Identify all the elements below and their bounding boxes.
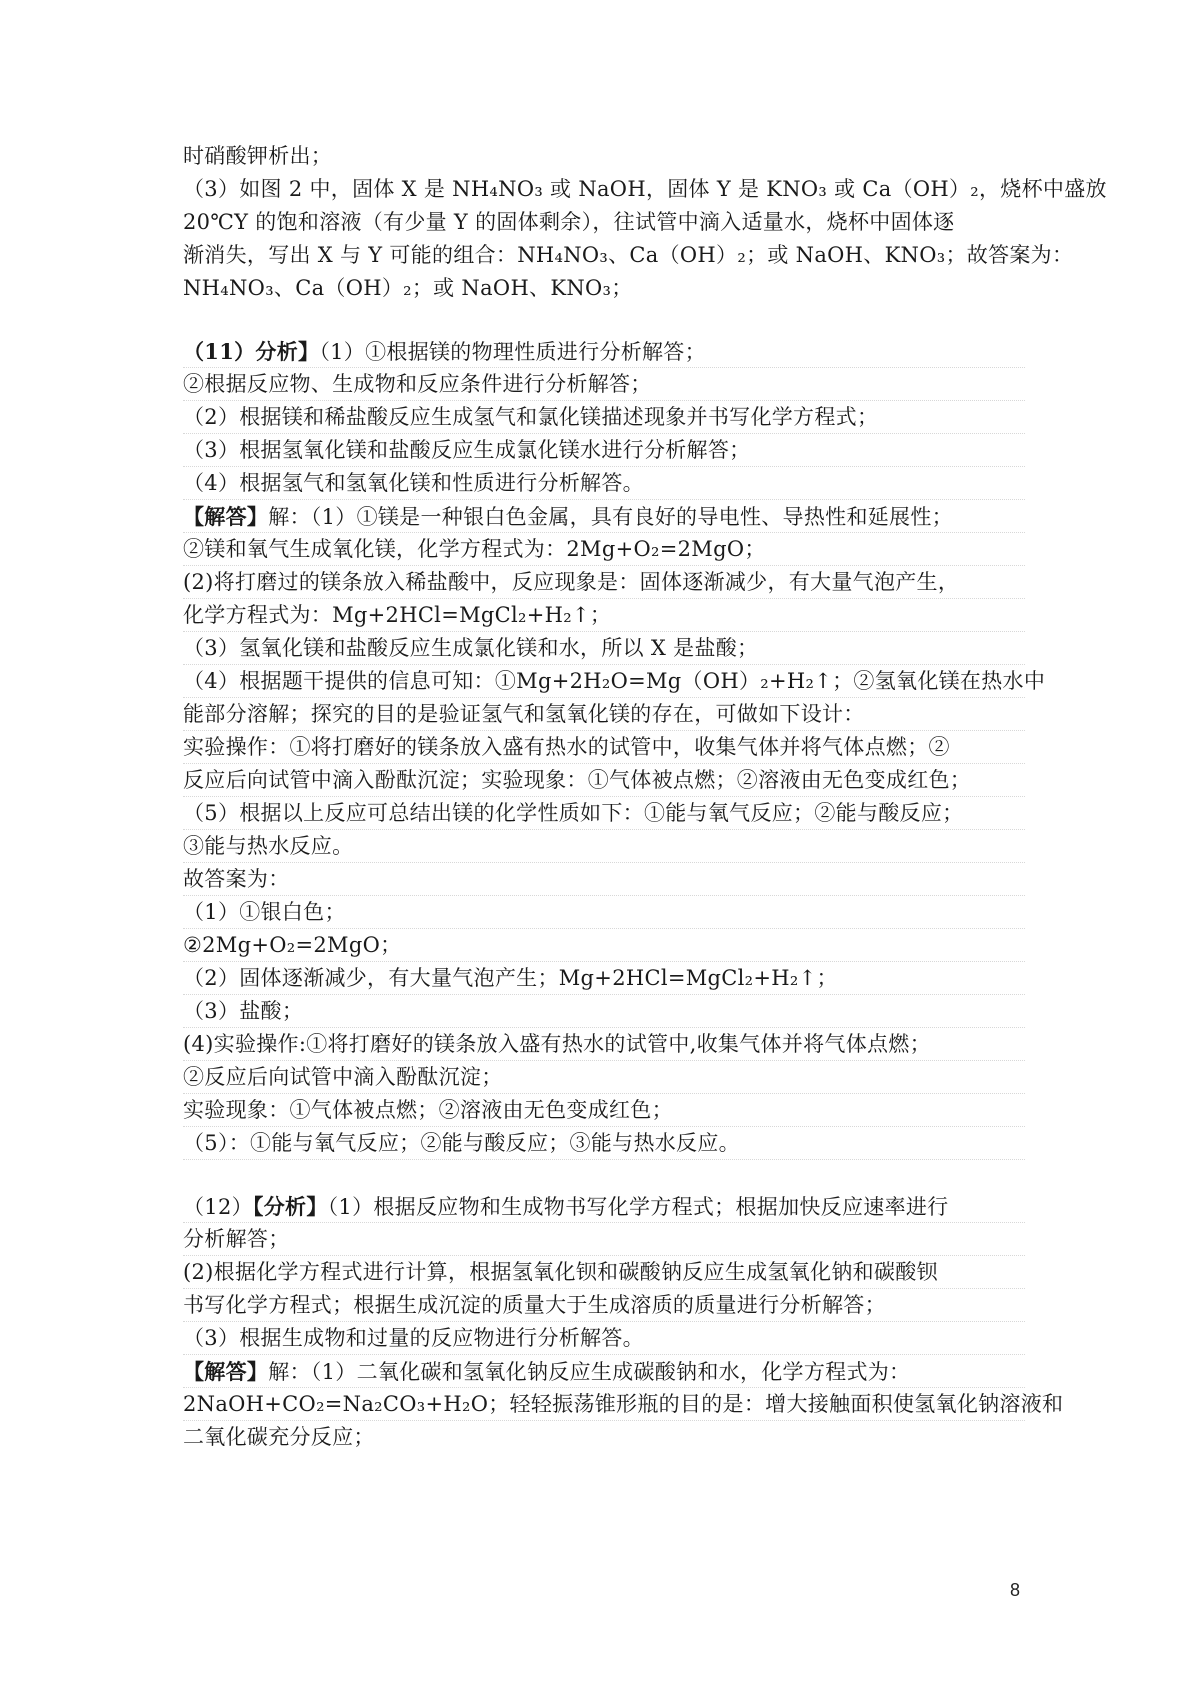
paragraph-gap (183, 1160, 1025, 1190)
q12-answer-heading (183, 1355, 1025, 1388)
text-line: （3）如图 2 中，固体 X 是 NH₄NO₃ 或 NaOH，固体 Y 是 KNO₃ 或 Ca（OH）₂，烧杯中盛放 (183, 177, 1107, 201)
text-line: 书写化学方程式；根据生成沉淀的质量大于生成溶质的质量进行分析解答； (183, 1289, 1025, 1322)
text-line: （4）根据氢气和氢氧化镁和性质进行分析解答。 (183, 467, 1025, 500)
text-line: ②反应后向试管中滴入酚酞沉淀； (183, 1061, 1025, 1094)
text-line: 时硝酸钾析出； (183, 144, 333, 168)
text-line: ②镁和氧气生成氧化镁，化学方程式为：2Mg+O₂=2MgO； (183, 533, 1025, 566)
text-line: (2)将打磨过的镁条放入稀盐酸中，反应现象是：固体逐渐减少，有大量气泡产生， (183, 566, 1025, 599)
text-line: （5）根据以上反应可总结出镁的化学性质如下：①能与氧气反应；②能与酸反应； (183, 797, 1025, 830)
q11-answer-heading (183, 500, 1025, 533)
text-line: 分析解答； (183, 1223, 1025, 1256)
text-line: 化学方程式为：Mg+2HCl=MgCl₂+H₂↑； (183, 599, 1025, 632)
text-line: （5）：①能与氧气反应；②能与酸反应；③能与热水反应。 (183, 1127, 1025, 1160)
text-line: NH₄NO₃、Ca（OH）₂；或 NaOH、KNO₃； (183, 276, 633, 300)
text-line: 2NaOH+CO₂=Na₂CO₃+H₂O；轻轻振荡锥形瓶的目的是：增大接触面积使氢氧化钠溶液和 (183, 1388, 1025, 1421)
text-line: (4)实验操作:①将打磨好的镁条放入盛有热水的试管中,收集气体并将气体点燃； (183, 1028, 1025, 1061)
text-line: (2)根据化学方程式进行计算，根据氢氧化钡和碳酸钠反应生成氢氧化钠和碳酸钡 (183, 1256, 1025, 1289)
text-line: （2）根据镁和稀盐酸反应生成氢气和氯化镁描述现象并书写化学方程式； (183, 401, 1025, 434)
page-content (183, 140, 1107, 1454)
q11-answer-label: 【解答】 (183, 504, 269, 529)
page-number: 8 (1010, 1580, 1021, 1600)
q12-analysis-first-line: （1）根据反应物和生成物书写化学方程式；根据加快反应速率进行 (327, 1195, 949, 1219)
q11-analysis-first-line: （1）①根据镁的物理性质进行分析解答； (319, 340, 706, 364)
text-line: 实验现象：①气体被点燃；②溶液由无色变成红色； (183, 1094, 1025, 1127)
text-line: 二氧化碳充分反应； (183, 1425, 375, 1449)
q12-analysis-label: 【分析】 (252, 1194, 328, 1219)
text-line: （3）盐酸； (183, 995, 1025, 1028)
text-line: （2）固体逐渐减少，有大量气泡产生；Mg+2HCl=MgCl₂+H₂↑； (183, 962, 1025, 995)
text-line: 渐消失，写出 X 与 Y 可能的组合：NH₄NO₃、Ca（OH）₂；或 NaOH、KNO₃；故答案为： (183, 243, 1074, 267)
text-line: ③能与热水反应。 (183, 830, 1025, 863)
q12-answer-first-line: 解：（1）二氧化碳和氢氧化钠反应生成碳酸钠和水，化学方程式为： (268, 1360, 911, 1384)
text-line: ②根据反应物、生成物和反应条件进行分析解答； (183, 368, 1025, 401)
paragraph-gap (183, 305, 1025, 335)
text-line: 20℃Y 的饱和溶液（有少量 Y 的固体剩余），往试管中滴入适量水，烧杯中固体逐 (183, 210, 955, 234)
q11-answer-first-line: 解：（1）①镁是一种银白色金属，具有良好的导电性、导热性和延展性； (268, 505, 953, 529)
text-line: （3）氢氧化镁和盐酸反应生成氯化镁和水，所以 X 是盐酸； (183, 632, 1025, 665)
q12-analysis-heading (183, 1190, 1025, 1223)
text-line: 反应后向试管中滴入酚酞沉淀；实验现象：①气体被点燃；②溶液由无色变成红色； (183, 764, 1025, 797)
q11-analysis-label: （11）分析】 (183, 339, 320, 364)
text-line: （1）①银白色； (183, 896, 1025, 929)
text-line: （4）根据题干提供的信息可知：①Mg+2H₂O=Mg（OH）₂+H₂↑；②氢氧化镁在热水中 (183, 665, 1025, 698)
q11-analysis-heading (183, 335, 1025, 368)
text-line: （3）根据生成物和过量的反应物进行分析解答。 (183, 1322, 1025, 1355)
text-line: （3）根据氢氧化镁和盐酸反应生成氯化镁水进行分析解答； (183, 434, 1025, 467)
text-line: 实验操作：①将打磨好的镁条放入盛有热水的试管中，收集气体并将气体点燃；② (183, 731, 1025, 764)
text-line: 能部分溶解；探究的目的是验证氢气和氢氧化镁的存在，可做如下设计： (183, 698, 1025, 731)
text-line: 故答案为： (183, 863, 1025, 896)
q12-answer-label: 【解答】 (183, 1359, 269, 1384)
text-line: ②2Mg+O₂=2MgO； (183, 929, 1025, 962)
q12-number: （12） (183, 1195, 253, 1219)
